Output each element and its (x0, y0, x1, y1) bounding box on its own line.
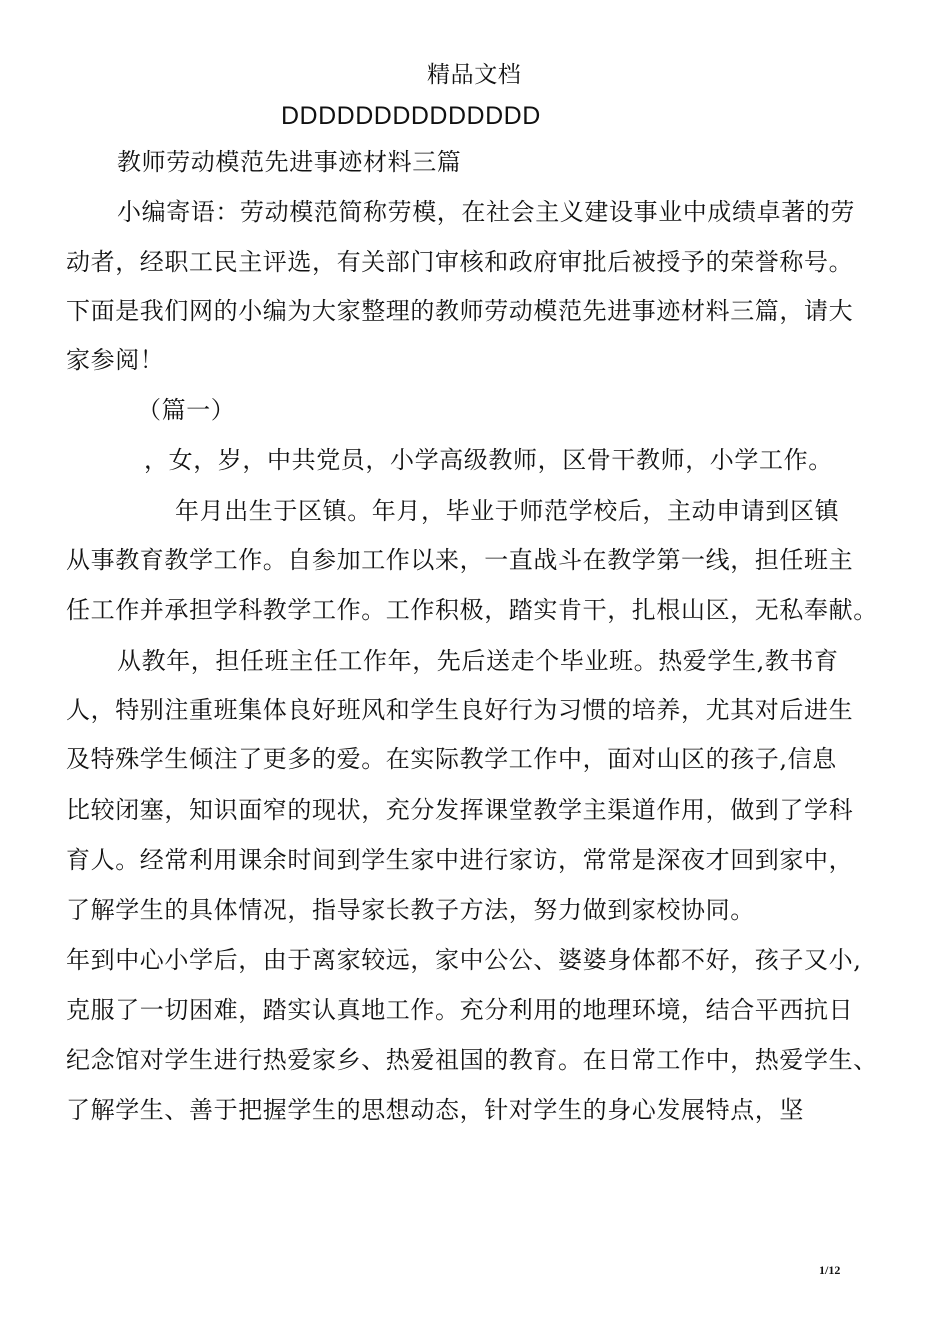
paragraph-line: ，女，岁，中共党员，小学高级教师，区骨干教师，小学工作。 (144, 446, 833, 474)
paragraph-line: 克服了一切困难，踏实认真地工作。充分利用的地理环境，结合平西抗日 (66, 996, 854, 1024)
paragraph-line: 及特殊学生倾注了更多的爱。在实际教学工作中，面对山区的孩子,信息 (66, 745, 837, 773)
paragraph-line: 了解学生的具体情况，指导家长教子方法，努力做到家校协同。 (66, 896, 755, 924)
paragraph-line: 家参阅！ (66, 346, 165, 374)
paragraph-line: 下面是我们网的小编为大家整理的教师劳动模范先进事迹材料三篇，请大 (66, 297, 854, 325)
header-code: DDDDDDDDDDDDDD (281, 102, 541, 130)
section-heading: （篇一） (137, 396, 236, 424)
paragraph-line: 年到中心小学后，由于离家较远，家中公公、婆婆身体都不好，孩子又小, (66, 946, 862, 974)
paragraph-line: 动者，经职工民主评选，有关部门审核和政府审批后被授予的荣誉称号。 (66, 248, 854, 276)
paragraph-line: 了解学生、善于把握学生的思想动态，针对学生的身心发展特点，坚 (66, 1096, 804, 1124)
paragraph-line: 任工作并承担学科教学工作。工作积极，踏实肯干，扎根山区，无私奉献。 (66, 596, 878, 624)
document-title: 教师劳动模范先进事迹材料三篇 (117, 148, 462, 176)
page-number: 1/12 (819, 1263, 841, 1277)
paragraph-line: 育人。经常利用课余时间到学生家中进行家访，常常是深夜才回到家中， (66, 846, 854, 874)
paragraph-line: 纪念馆对学生进行热爱家乡、热爱祖国的教育。在日常工作中，热爱学生、 (66, 1046, 878, 1074)
paragraph-line: 比较闭塞，知识面窄的现状，充分发挥课堂教学主渠道作用，做到了学科 (66, 796, 854, 824)
paragraph-line: 从教年，担任班主任工作年，先后送走个毕业班。热爱学生,教书育 (117, 647, 839, 675)
paragraph-line: 人，特别注重班集体良好班风和学生良好行为习惯的培养，尤其对后进生 (66, 696, 854, 724)
header-title: 精品文档 (427, 62, 522, 88)
paragraph-line: 从事教育教学工作。自参加工作以来，一直战斗在教学第一线，担任班主 (66, 546, 854, 574)
paragraph-line: 年月出生于区镇。年月，毕业于师范学校后，主动申请到区镇 (175, 497, 840, 525)
paragraph-line: 小编寄语：劳动模范简称劳模，在社会主义建设事业中成绩卓著的劳 (117, 198, 855, 226)
